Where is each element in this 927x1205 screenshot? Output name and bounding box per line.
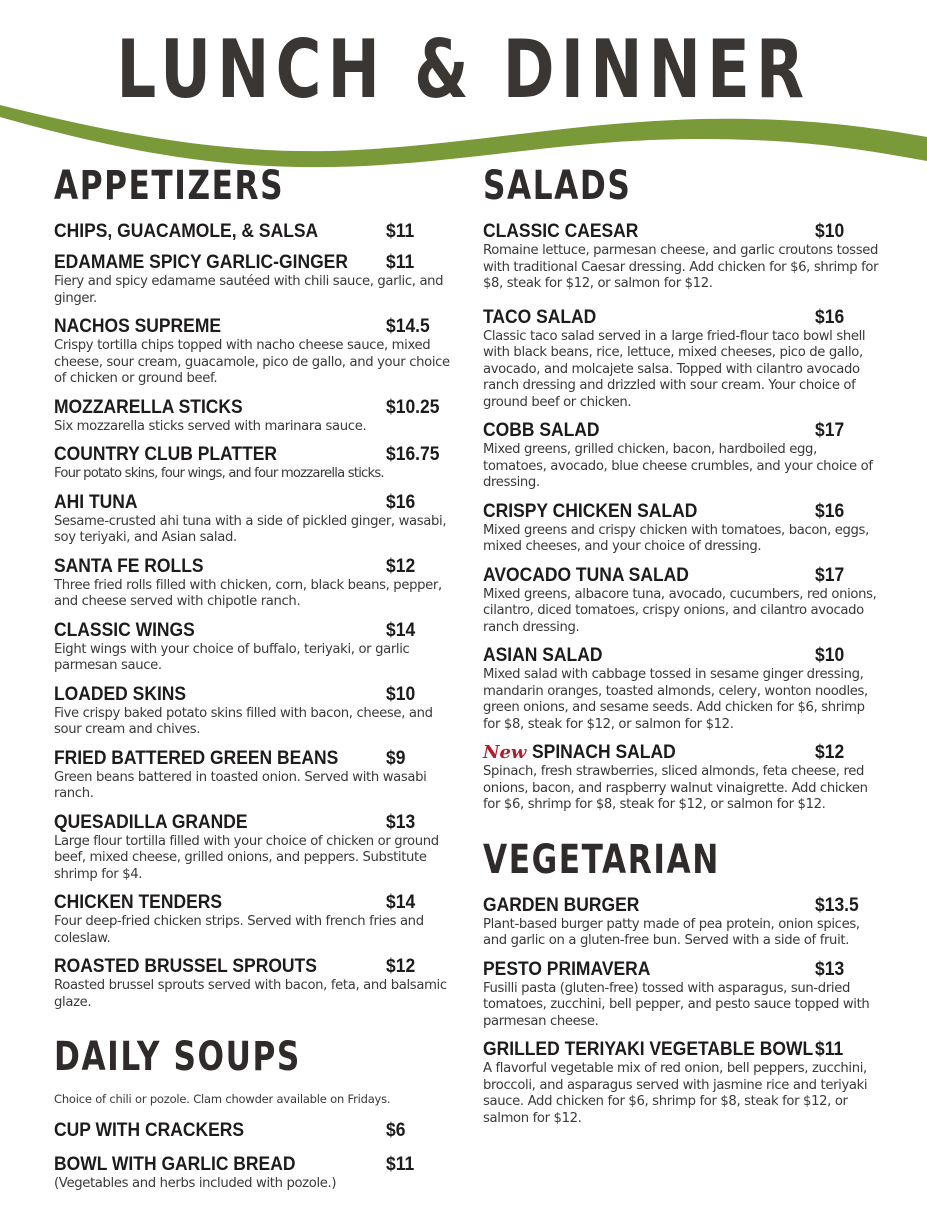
item-price: $12 [386, 956, 416, 977]
item-price: $14 [386, 619, 416, 641]
menu-item [54, 748, 454, 803]
item-description: Plant-based burger patty made of pea protein, onion spices, and garlic on a gluten-free bun. Served with a side of fruit. [483, 916, 860, 948]
item-name: CUP WITH CRACKERS [54, 1120, 245, 1141]
item-price: $13.5 [815, 894, 859, 916]
item-name: CHIPS, GUACAMOLE, & SALSA [54, 221, 319, 242]
menu-item [483, 565, 883, 637]
item-name: CRISPY CHICKEN SALAD [483, 500, 698, 522]
item-price: $16 [386, 491, 416, 513]
item-name: AHI TUNA [54, 491, 138, 513]
item-price: $11 [386, 1154, 415, 1175]
section-heading-vegetarian: VEGETARIAN [483, 836, 720, 883]
item-price: $13 [386, 811, 416, 833]
item-description: Mixed greens and crispy chicken with tomatoes, bacon, eggs, mixed cheeses, and your choice of dressing. [483, 522, 869, 554]
item-price: $11 [386, 221, 415, 242]
menu-item [54, 444, 454, 483]
menu-item [54, 492, 454, 547]
menu-item [54, 620, 454, 675]
menu-item [54, 221, 454, 243]
item-name: ASIAN SALAD [483, 645, 603, 666]
item-price: $17 [815, 564, 845, 586]
item-price: $10 [815, 645, 845, 666]
item-price: $6 [386, 1120, 406, 1141]
item-description: Classic taco salad served in a large fried-flour taco bowl shell with black beans, rice, lettuce, mixed cheeses, pico de gallo, avocado, and molcajete salsa. Topped with cilantro avocado ranch dressing and drizzled with sour cream. Your choice of ground beef or chicken. [483, 328, 866, 410]
item-description: Three fried rolls filled with chicken, corn, black beans, pepper, and cheese served with chipotle ranch. [54, 577, 442, 609]
right-column [483, 163, 883, 1136]
item-description: Roasted brussel sprouts served with bacon, feta, and balsamic glaze. [54, 978, 447, 1010]
item-description: Fusilli pasta (gluten-free) tossed with asparagus, sun-dried tomatoes, zucchini, bell pepper, and pesto sauce topped with parmesan cheese. [483, 980, 870, 1029]
item-description: Mixed greens, grilled chicken, bacon, hardboiled egg, tomatoes, avocado, blue cheese crumbles, and your choice of dressing. [483, 442, 873, 490]
item-description: Five crispy baked potato skins filled with bacon, cheese, and sour cream and chives. [54, 705, 433, 737]
item-name: EDAMAME SPICY GARLIC-GINGER [54, 252, 348, 273]
item-price: $16 [815, 500, 845, 522]
item-name: FRIED BATTERED GREEN BEANS [54, 747, 339, 769]
item-name: TACO SALAD [483, 306, 597, 328]
menu-item [483, 1039, 883, 1127]
menu-item [54, 892, 454, 947]
item-description: A flavorful vegetable mix of red onion, bell peppers, zucchini, broccoli, and asparagus served with jasmine rice and teriyaki sauce. Add chicken for $6, shrimp for $8, steak for $12, or salmon for $12. [483, 1061, 868, 1126]
menu-item [483, 742, 883, 814]
item-name: CLASSIC WINGS [54, 619, 195, 641]
item-description: (Vegetables and herbs included with pozole.) [54, 1176, 337, 1191]
item-name: NACHOS SUPREME [54, 316, 222, 337]
item-price: $16 [815, 306, 845, 328]
item-price: $10.25 [386, 396, 440, 418]
item-price: $10 [815, 221, 845, 242]
item-name: QUESADILLA GRANDE [54, 811, 248, 833]
item-price: $9 [386, 747, 406, 769]
item-description: Crispy tortilla chips topped with nacho cheese sauce, mixed cheese, sour cream, guacamole, pico de gallo, and your choice of chicken or ground beef. [54, 338, 450, 386]
menu-item [54, 252, 454, 307]
section-heading-salads: SALADS [483, 163, 632, 209]
menu-item [54, 812, 454, 884]
item-price: $11 [815, 1039, 844, 1060]
item-description: Four potato skins, four wings, and four mozzarella sticks. [54, 466, 384, 481]
item-name: MOZZARELLA STICKS [54, 396, 243, 418]
menu-item [54, 1154, 454, 1193]
item-description: Mixed greens, albacore tuna, avocado, cucumbers, red onions, cilantro, diced tomatoes, crispy onions, and cilantro avocado ranch dressing. [483, 586, 877, 635]
menu-item [483, 420, 883, 492]
item-price: $12 [386, 555, 416, 577]
item-price: $11 [386, 252, 415, 273]
menu-item [483, 959, 883, 1031]
item-description: Eight wings with your choice of buffalo, teriyaki, or garlic parmesan sauce. [54, 641, 410, 673]
item-description: Six mozzarella sticks served with marinara sauce. [54, 418, 367, 434]
item-name: AVOCADO TUNA SALAD [483, 564, 689, 586]
left-column [54, 163, 454, 1205]
item-description: Fiery and spicy edamame sautéed with chili sauce, garlic, and ginger. [54, 274, 444, 306]
item-description: Spinach, fresh strawberries, sliced almonds, feta cheese, red onions, bacon, and raspberry walnut vinaigrette. Add chicken for $6, shrimp for $8, steak for $12, or salmon for $12. [483, 764, 868, 812]
new-badge: New [483, 742, 527, 763]
item-price: $10 [386, 683, 416, 705]
item-name: PESTO PRIMAVERA [483, 958, 651, 980]
menu-item [54, 397, 454, 436]
menu-item [54, 316, 454, 388]
item-name: GARDEN BURGER [483, 894, 640, 916]
item-name: COBB SALAD [483, 420, 600, 441]
item-description: Sesame-crusted ahi tuna with a side of pickled ginger, wasabi, soy teriyaki, and Asian salad. [54, 513, 447, 545]
menu-item [54, 684, 454, 739]
soups-note: Choice of chili or pozole. Clam chowder available on Fridays. [54, 1092, 391, 1106]
item-description: Romaine lettuce, parmesan cheese, and garlic croutons tossed with traditional Caesar dressing. Add chicken for $6, shrimp for $8, steak for $12, or salmon for $12. [483, 243, 879, 291]
section-heading-appetizers: APPETIZERS [54, 163, 285, 209]
menu-item [483, 645, 883, 733]
item-price: $14.5 [386, 316, 430, 337]
item-price: $14 [386, 892, 416, 913]
section-heading-daily-soups: DAILY SOUPS [54, 1034, 301, 1080]
item-name: COUNTRY CLUB PLATTER [54, 444, 278, 465]
item-description: Green beans battered in toasted onion. Served with wasabi ranch. [54, 769, 427, 801]
item-description: Four deep-fried chicken strips. Served with french fries and coleslaw. [54, 914, 424, 946]
menu-item [54, 956, 454, 1011]
item-name: ROASTED BRUSSEL SPROUTS [54, 956, 317, 977]
item-name: GRILLED TERIYAKI VEGETABLE BOWL [483, 1039, 814, 1060]
menu-item [483, 895, 883, 950]
page-title: LUNCH & DINNER [116, 23, 811, 116]
item-name: CLASSIC CAESAR [483, 221, 639, 242]
menu-item [54, 556, 454, 611]
item-name: LOADED SKINS [54, 683, 187, 705]
item-description: Mixed salad with cabbage tossed in sesame ginger dressing, mandarin oranges, toasted almonds, celery, wonton noodles, green onions, and sesame seeds. Add chicken for $6, shrimp for $8, steak for $12, or salmon for $12. [483, 667, 868, 732]
item-price: $13 [815, 958, 845, 980]
item-price: $12 [815, 742, 845, 763]
item-name: SPINACH SALAD [532, 742, 677, 763]
menu-item [54, 1120, 454, 1142]
item-name: SANTA FE ROLLS [54, 555, 204, 577]
menu-item [483, 221, 883, 293]
item-name: BOWL WITH GARLIC BREAD [54, 1154, 296, 1175]
menu-item [483, 307, 883, 412]
menu-item [483, 501, 883, 556]
item-name: CHICKEN TENDERS [54, 892, 223, 913]
item-price: $16.75 [386, 444, 440, 465]
item-price: $17 [815, 420, 845, 441]
item-description: Large flour tortilla filled with your choice of chicken or ground beef, mixed cheese, grilled onions, and peppers. Substitute shrimp for $4. [54, 833, 439, 882]
